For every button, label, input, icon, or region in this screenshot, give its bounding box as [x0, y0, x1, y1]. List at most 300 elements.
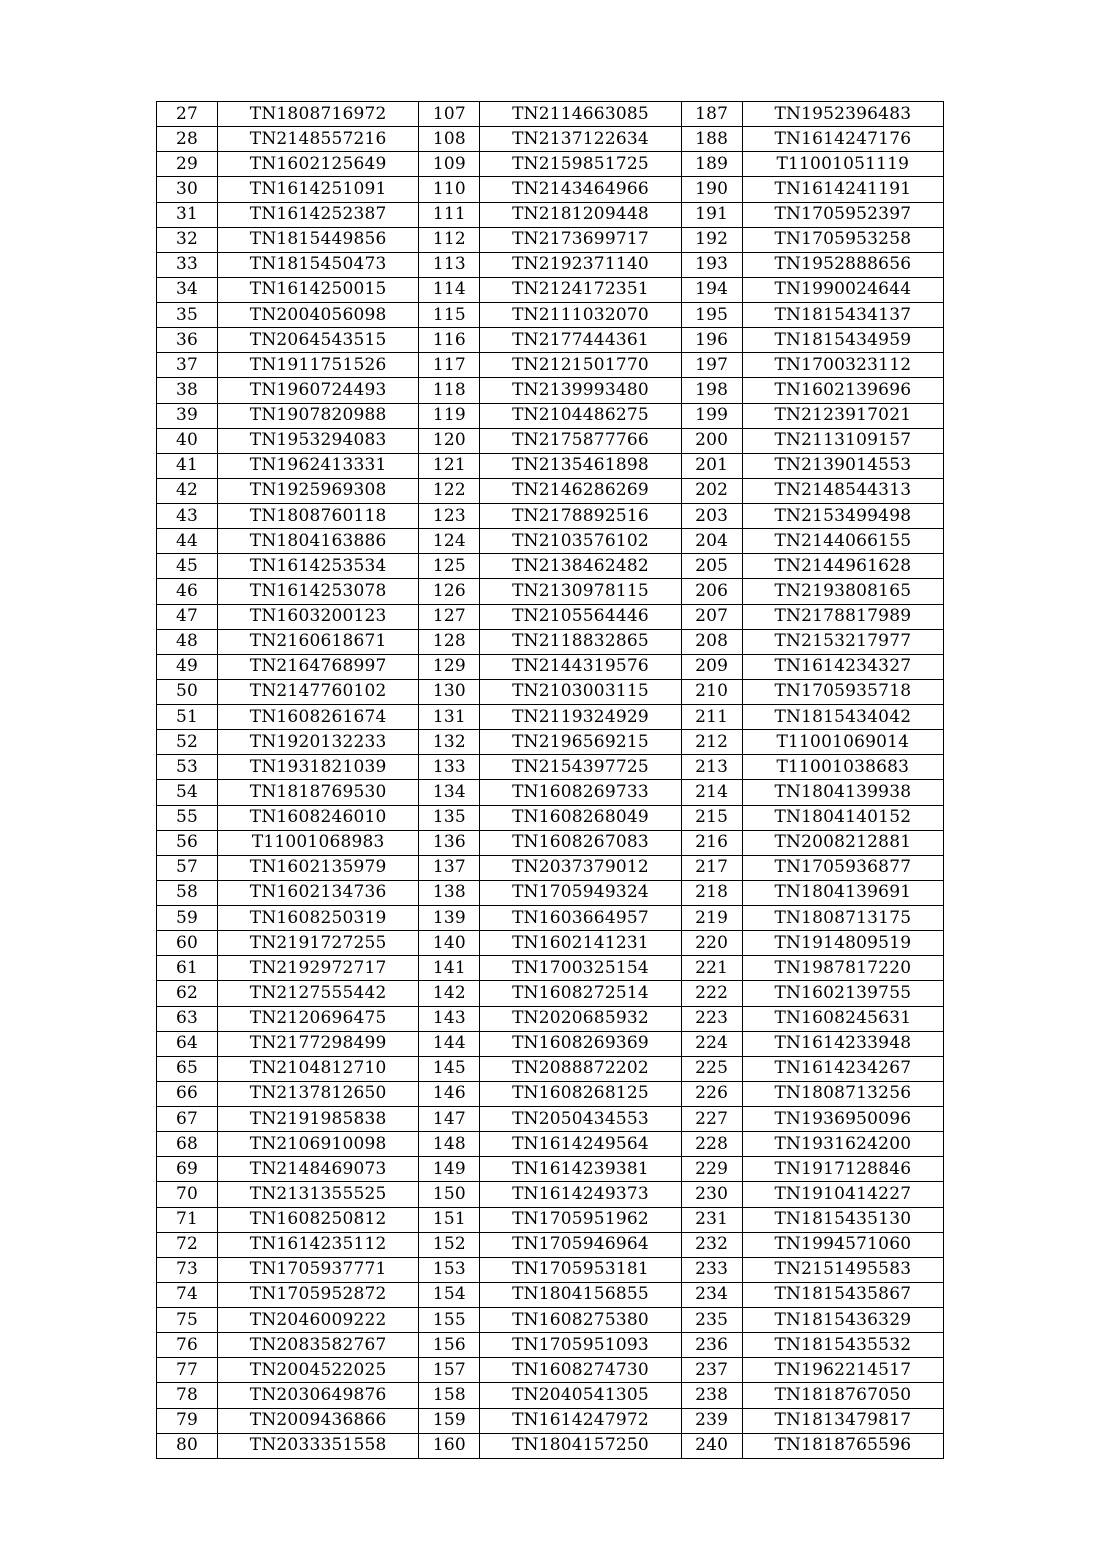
table-row — [157, 177, 944, 202]
table-row — [157, 1081, 944, 1106]
table-row — [157, 202, 944, 227]
id-code-cell: TN2178817989 — [742, 604, 943, 629]
row-number-cell: 29 — [157, 152, 218, 177]
row-number-cell: 67 — [157, 1107, 218, 1132]
id-code-cell: TN1614247972 — [480, 1408, 681, 1433]
id-code-cell: TN1808716972 — [218, 102, 419, 127]
row-number-cell: 45 — [157, 554, 218, 579]
id-code-cell: TN2196569215 — [480, 730, 681, 755]
row-number-cell: 157 — [419, 1358, 480, 1383]
row-number-cell: 77 — [157, 1358, 218, 1383]
row-number-cell: 61 — [157, 956, 218, 981]
id-code-cell: TN1614253078 — [218, 579, 419, 604]
id-code-cell: T11001068983 — [218, 830, 419, 855]
row-number-cell: 239 — [681, 1408, 742, 1433]
id-code-cell: TN2147760102 — [218, 679, 419, 704]
id-code-cell: TN2123917021 — [742, 403, 943, 428]
row-number-cell: 209 — [681, 654, 742, 679]
row-number-cell: 49 — [157, 654, 218, 679]
id-code-cell: TN1608268049 — [480, 805, 681, 830]
row-number-cell: 229 — [681, 1157, 742, 1182]
id-code-cell: TN1990024644 — [742, 277, 943, 302]
id-code-cell: TN2124172351 — [480, 277, 681, 302]
row-number-cell: 221 — [681, 956, 742, 981]
row-number-cell: 227 — [681, 1107, 742, 1132]
row-number-cell: 218 — [681, 880, 742, 905]
id-code-cell: TN1608246010 — [218, 805, 419, 830]
id-code-cell: TN1614247176 — [742, 127, 943, 152]
table-row — [157, 1408, 944, 1433]
id-code-cell: TN2138462482 — [480, 554, 681, 579]
row-number-cell: 188 — [681, 127, 742, 152]
row-number-cell: 220 — [681, 931, 742, 956]
row-number-cell: 38 — [157, 378, 218, 403]
id-code-cell: TN1705936877 — [742, 855, 943, 880]
id-code-cell: TN2139014553 — [742, 453, 943, 478]
id-code-cell: TN2153217977 — [742, 629, 943, 654]
table-row — [157, 403, 944, 428]
row-number-cell: 212 — [681, 730, 742, 755]
row-number-cell: 139 — [419, 906, 480, 931]
id-code-cell: TN2127555442 — [218, 981, 419, 1006]
id-code-cell: TN1705952397 — [742, 202, 943, 227]
table-row — [157, 855, 944, 880]
row-number-cell: 137 — [419, 855, 480, 880]
row-number-cell: 65 — [157, 1056, 218, 1081]
id-code-cell: TN1608261674 — [218, 705, 419, 730]
id-code-cell: TN1705953258 — [742, 227, 943, 252]
id-code-cell: TN1614241191 — [742, 177, 943, 202]
id-code-cell: TN1952888656 — [742, 252, 943, 277]
row-number-cell: 228 — [681, 1132, 742, 1157]
table-row — [157, 127, 944, 152]
id-code-cell: TN1614252387 — [218, 202, 419, 227]
row-number-cell: 203 — [681, 504, 742, 529]
row-number-cell: 110 — [419, 177, 480, 202]
row-number-cell: 80 — [157, 1433, 218, 1458]
table-row — [157, 629, 944, 654]
table-row — [157, 378, 944, 403]
row-number-cell: 145 — [419, 1056, 480, 1081]
id-code-cell: TN1815434042 — [742, 705, 943, 730]
id-code-cell: TN2083582767 — [218, 1333, 419, 1358]
id-code-cell: TN1614235112 — [218, 1232, 419, 1257]
id-code-cell: TN1614253534 — [218, 554, 419, 579]
row-number-cell: 151 — [419, 1207, 480, 1232]
id-code-cell: TN1808713256 — [742, 1081, 943, 1106]
id-code-cell: TN1602141231 — [480, 931, 681, 956]
row-number-cell: 40 — [157, 428, 218, 453]
id-code-cell: TN2177444361 — [480, 328, 681, 353]
row-number-cell: 120 — [419, 428, 480, 453]
row-number-cell: 160 — [419, 1433, 480, 1458]
id-code-cell: TN2009436866 — [218, 1408, 419, 1433]
id-code-cell: TN1818767050 — [742, 1383, 943, 1408]
row-number-cell: 78 — [157, 1383, 218, 1408]
id-code-cell: TN1705937771 — [218, 1257, 419, 1282]
row-number-cell: 195 — [681, 303, 742, 328]
table-row — [157, 504, 944, 529]
table-row — [157, 654, 944, 679]
table-row — [157, 303, 944, 328]
row-number-cell: 136 — [419, 830, 480, 855]
id-code-cell: TN2105564446 — [480, 604, 681, 629]
id-code-cell: TN1804139938 — [742, 780, 943, 805]
id-code-cell: TN2104486275 — [480, 403, 681, 428]
row-number-cell: 222 — [681, 981, 742, 1006]
id-code-cell: TN2164768997 — [218, 654, 419, 679]
row-number-cell: 55 — [157, 805, 218, 830]
row-number-cell: 138 — [419, 880, 480, 905]
row-number-cell: 237 — [681, 1358, 742, 1383]
id-code-cell: TN2119324929 — [480, 705, 681, 730]
row-number-cell: 238 — [681, 1383, 742, 1408]
id-code-cell: TN1614249373 — [480, 1182, 681, 1207]
row-number-cell: 215 — [681, 805, 742, 830]
row-number-cell: 199 — [681, 403, 742, 428]
row-number-cell: 155 — [419, 1308, 480, 1333]
row-number-cell: 79 — [157, 1408, 218, 1433]
row-number-cell: 73 — [157, 1257, 218, 1282]
row-number-cell: 223 — [681, 1006, 742, 1031]
id-code-cell: TN1602135979 — [218, 855, 419, 880]
row-number-cell: 63 — [157, 1006, 218, 1031]
row-number-cell: 134 — [419, 780, 480, 805]
id-code-cell: TN1614239381 — [480, 1157, 681, 1182]
id-code-cell: TN2146286269 — [480, 478, 681, 503]
id-code-cell: TN2139993480 — [480, 378, 681, 403]
id-code-cell: TN1815435532 — [742, 1333, 943, 1358]
row-number-cell: 112 — [419, 227, 480, 252]
row-number-cell: 140 — [419, 931, 480, 956]
row-number-cell: 159 — [419, 1408, 480, 1433]
id-code-cell: TN1804163886 — [218, 529, 419, 554]
row-number-cell: 224 — [681, 1031, 742, 1056]
id-code-cell: TN2143464966 — [480, 177, 681, 202]
table-row — [157, 1006, 944, 1031]
table-row — [157, 478, 944, 503]
row-number-cell: 34 — [157, 277, 218, 302]
table-row — [157, 1107, 944, 1132]
row-number-cell: 42 — [157, 478, 218, 503]
id-code-cell: TN1953294083 — [218, 428, 419, 453]
row-number-cell: 146 — [419, 1081, 480, 1106]
table-row — [157, 227, 944, 252]
row-number-cell: 133 — [419, 755, 480, 780]
table-row — [157, 529, 944, 554]
row-number-cell: 75 — [157, 1308, 218, 1333]
row-number-cell: 60 — [157, 931, 218, 956]
id-code-cell: TN2191985838 — [218, 1107, 419, 1132]
row-number-cell: 107 — [419, 102, 480, 127]
id-code-cell: TN2104812710 — [218, 1056, 419, 1081]
id-code-cell: TN2103576102 — [480, 529, 681, 554]
id-code-cell: TN2191727255 — [218, 931, 419, 956]
id-code-cell: TN1910414227 — [742, 1182, 943, 1207]
id-code-cell: TN1804157250 — [480, 1433, 681, 1458]
row-number-cell: 122 — [419, 478, 480, 503]
row-number-cell: 230 — [681, 1182, 742, 1207]
table-row — [157, 1433, 944, 1458]
row-number-cell: 74 — [157, 1282, 218, 1307]
table-row — [157, 1257, 944, 1282]
id-code-cell: TN1614250015 — [218, 277, 419, 302]
table-row — [157, 604, 944, 629]
row-number-cell: 187 — [681, 102, 742, 127]
id-code-cell: TN1808713175 — [742, 906, 943, 931]
id-code-cell: TN1815434137 — [742, 303, 943, 328]
row-number-cell: 206 — [681, 579, 742, 604]
id-code-cell: TN2144066155 — [742, 529, 943, 554]
row-number-cell: 62 — [157, 981, 218, 1006]
row-number-cell: 41 — [157, 453, 218, 478]
id-code-cell: TN2160618671 — [218, 629, 419, 654]
id-code-cell: TN1818769530 — [218, 780, 419, 805]
id-code-cell: TN2114663085 — [480, 102, 681, 127]
id-code-cell: TN1705953181 — [480, 1257, 681, 1282]
row-number-cell: 36 — [157, 328, 218, 353]
row-number-cell: 54 — [157, 780, 218, 805]
table-row — [157, 755, 944, 780]
id-code-cell: TN2050434553 — [480, 1107, 681, 1132]
table-row — [157, 453, 944, 478]
row-number-cell: 119 — [419, 403, 480, 428]
row-number-cell: 121 — [419, 453, 480, 478]
table-row — [157, 152, 944, 177]
id-code-cell: TN1818765596 — [742, 1433, 943, 1458]
row-number-cell: 225 — [681, 1056, 742, 1081]
row-number-cell: 125 — [419, 554, 480, 579]
id-code-cell: TN2192371140 — [480, 252, 681, 277]
row-number-cell: 109 — [419, 152, 480, 177]
table-row — [157, 579, 944, 604]
id-code-cell: TN2037379012 — [480, 855, 681, 880]
id-code-cell: TN1962413331 — [218, 453, 419, 478]
id-code-cell: TN2120696475 — [218, 1006, 419, 1031]
table-row — [157, 1282, 944, 1307]
id-code-cell: TN2131355525 — [218, 1182, 419, 1207]
row-number-cell: 202 — [681, 478, 742, 503]
row-number-cell: 59 — [157, 906, 218, 931]
row-number-cell: 205 — [681, 554, 742, 579]
row-number-cell: 149 — [419, 1157, 480, 1182]
id-code-cell: TN1608274730 — [480, 1358, 681, 1383]
id-code-cell: T11001051119 — [742, 152, 943, 177]
table-row — [157, 428, 944, 453]
row-number-cell: 126 — [419, 579, 480, 604]
id-code-cell: TN1920132233 — [218, 730, 419, 755]
row-number-cell: 226 — [681, 1081, 742, 1106]
id-code-cell: TN1608272514 — [480, 981, 681, 1006]
row-number-cell: 33 — [157, 252, 218, 277]
id-code-cell: TN2193808165 — [742, 579, 943, 604]
table-row — [157, 328, 944, 353]
row-number-cell: 76 — [157, 1333, 218, 1358]
row-number-cell: 190 — [681, 177, 742, 202]
id-code-cell: TN2088872202 — [480, 1056, 681, 1081]
row-number-cell: 156 — [419, 1333, 480, 1358]
id-code-cell: TN1608250319 — [218, 906, 419, 931]
row-number-cell: 132 — [419, 730, 480, 755]
row-number-cell: 52 — [157, 730, 218, 755]
id-code-cell: TN1815450473 — [218, 252, 419, 277]
id-code-cell: TN2192972717 — [218, 956, 419, 981]
id-code-cell: TN2148469073 — [218, 1157, 419, 1182]
row-number-cell: 69 — [157, 1157, 218, 1182]
row-number-cell: 153 — [419, 1257, 480, 1282]
id-code-cell: TN1614233948 — [742, 1031, 943, 1056]
id-code-cell: TN1804139691 — [742, 880, 943, 905]
id-code-cell: TN2137812650 — [218, 1081, 419, 1106]
id-code-cell: TN1994571060 — [742, 1232, 943, 1257]
table-row — [157, 1031, 944, 1056]
id-code-cell: TN1936950096 — [742, 1107, 943, 1132]
id-code-cell: TN2177298499 — [218, 1031, 419, 1056]
id-code-cell: TN1705952872 — [218, 1282, 419, 1307]
id-code-cell: TN2113109157 — [742, 428, 943, 453]
id-code-cell: TN2030649876 — [218, 1383, 419, 1408]
row-number-cell: 30 — [157, 177, 218, 202]
row-number-cell: 66 — [157, 1081, 218, 1106]
row-number-cell: 128 — [419, 629, 480, 654]
id-code-cell: TN1608269369 — [480, 1031, 681, 1056]
row-number-cell: 219 — [681, 906, 742, 931]
row-number-cell: 192 — [681, 227, 742, 252]
id-code-cell: TN1602134736 — [218, 880, 419, 905]
table-row — [157, 1383, 944, 1408]
row-number-cell: 211 — [681, 705, 742, 730]
row-number-cell: 118 — [419, 378, 480, 403]
id-code-cell: TN2175877766 — [480, 428, 681, 453]
row-number-cell: 27 — [157, 102, 218, 127]
row-number-cell: 35 — [157, 303, 218, 328]
id-code-cell: TN2040541305 — [480, 1383, 681, 1408]
row-number-cell: 198 — [681, 378, 742, 403]
id-code-cell: TN2144961628 — [742, 554, 943, 579]
table-row — [157, 1132, 944, 1157]
row-number-cell: 71 — [157, 1207, 218, 1232]
row-number-cell: 58 — [157, 880, 218, 905]
row-number-cell: 47 — [157, 604, 218, 629]
row-number-cell: 68 — [157, 1132, 218, 1157]
id-code-cell: TN1614251091 — [218, 177, 419, 202]
row-number-cell: 131 — [419, 705, 480, 730]
id-code-cell: TN1962214517 — [742, 1358, 943, 1383]
id-code-cell: TN1603664957 — [480, 906, 681, 931]
table-row — [157, 252, 944, 277]
table-row — [157, 981, 944, 1006]
id-code-cell: TN1608245631 — [742, 1006, 943, 1031]
row-number-cell: 191 — [681, 202, 742, 227]
row-number-cell: 194 — [681, 277, 742, 302]
id-code-cell: TN2181209448 — [480, 202, 681, 227]
id-code-cell: TN1700323112 — [742, 353, 943, 378]
row-number-cell: 57 — [157, 855, 218, 880]
row-number-cell: 193 — [681, 252, 742, 277]
table-row — [157, 1157, 944, 1182]
table-row — [157, 931, 944, 956]
row-number-cell: 39 — [157, 403, 218, 428]
row-number-cell: 158 — [419, 1383, 480, 1408]
id-code-cell: TN1911751526 — [218, 353, 419, 378]
row-number-cell: 150 — [419, 1182, 480, 1207]
row-number-cell: 147 — [419, 1107, 480, 1132]
row-number-cell: 116 — [419, 328, 480, 353]
row-number-cell: 64 — [157, 1031, 218, 1056]
id-code-cell: TN2106910098 — [218, 1132, 419, 1157]
id-code-cell: TN1917128846 — [742, 1157, 943, 1182]
row-number-cell: 56 — [157, 830, 218, 855]
row-number-cell: 50 — [157, 679, 218, 704]
table-row — [157, 1358, 944, 1383]
row-number-cell: 115 — [419, 303, 480, 328]
row-number-cell: 196 — [681, 328, 742, 353]
id-code-cell: TN2020685932 — [480, 1006, 681, 1031]
row-number-cell: 135 — [419, 805, 480, 830]
id-code-cell: TN1602139696 — [742, 378, 943, 403]
id-code-cell: TN2148557216 — [218, 127, 419, 152]
table-row — [157, 102, 944, 127]
table-row — [157, 805, 944, 830]
table-row — [157, 1056, 944, 1081]
table-row — [157, 705, 944, 730]
id-code-cell: TN2008212881 — [742, 830, 943, 855]
table-row — [157, 1333, 944, 1358]
id-code-cell: TN2118832865 — [480, 629, 681, 654]
table-row — [157, 880, 944, 905]
row-number-cell: 130 — [419, 679, 480, 704]
id-code-cell: TN2004522025 — [218, 1358, 419, 1383]
id-code-cell: TN1705935718 — [742, 679, 943, 704]
row-number-cell: 213 — [681, 755, 742, 780]
id-code-cell: TN1608268125 — [480, 1081, 681, 1106]
row-number-cell: 31 — [157, 202, 218, 227]
row-number-cell: 154 — [419, 1282, 480, 1307]
id-code-cell: TN2064543515 — [218, 328, 419, 353]
id-code-cell: TN1614234327 — [742, 654, 943, 679]
id-code-cell: TN1914809519 — [742, 931, 943, 956]
id-code-cell: TN1608269733 — [480, 780, 681, 805]
id-code-cell: TN1815435867 — [742, 1282, 943, 1307]
id-code-cell: TN2148544313 — [742, 478, 943, 503]
id-code-cell: TN2137122634 — [480, 127, 681, 152]
id-code-cell: TN1815449856 — [218, 227, 419, 252]
id-code-cell: TN2033351558 — [218, 1433, 419, 1458]
row-number-cell: 207 — [681, 604, 742, 629]
id-code-cell: TN1952396483 — [742, 102, 943, 127]
table-row — [157, 780, 944, 805]
row-number-cell: 234 — [681, 1282, 742, 1307]
id-code-cell: TN2046009222 — [218, 1308, 419, 1333]
row-number-cell: 152 — [419, 1232, 480, 1257]
row-number-cell: 143 — [419, 1006, 480, 1031]
row-number-cell: 142 — [419, 981, 480, 1006]
table-row — [157, 1182, 944, 1207]
row-number-cell: 232 — [681, 1232, 742, 1257]
row-number-cell: 144 — [419, 1031, 480, 1056]
row-number-cell: 111 — [419, 202, 480, 227]
row-number-cell: 204 — [681, 529, 742, 554]
id-code-cell: TN2144319576 — [480, 654, 681, 679]
id-code-cell: TN1705951962 — [480, 1207, 681, 1232]
id-code-cell: TN1705951093 — [480, 1333, 681, 1358]
table-row — [157, 353, 944, 378]
id-code-cell: TN2159851725 — [480, 152, 681, 177]
row-number-cell: 217 — [681, 855, 742, 880]
table-row — [157, 554, 944, 579]
row-number-cell: 123 — [419, 504, 480, 529]
id-code-cell: TN1700325154 — [480, 956, 681, 981]
